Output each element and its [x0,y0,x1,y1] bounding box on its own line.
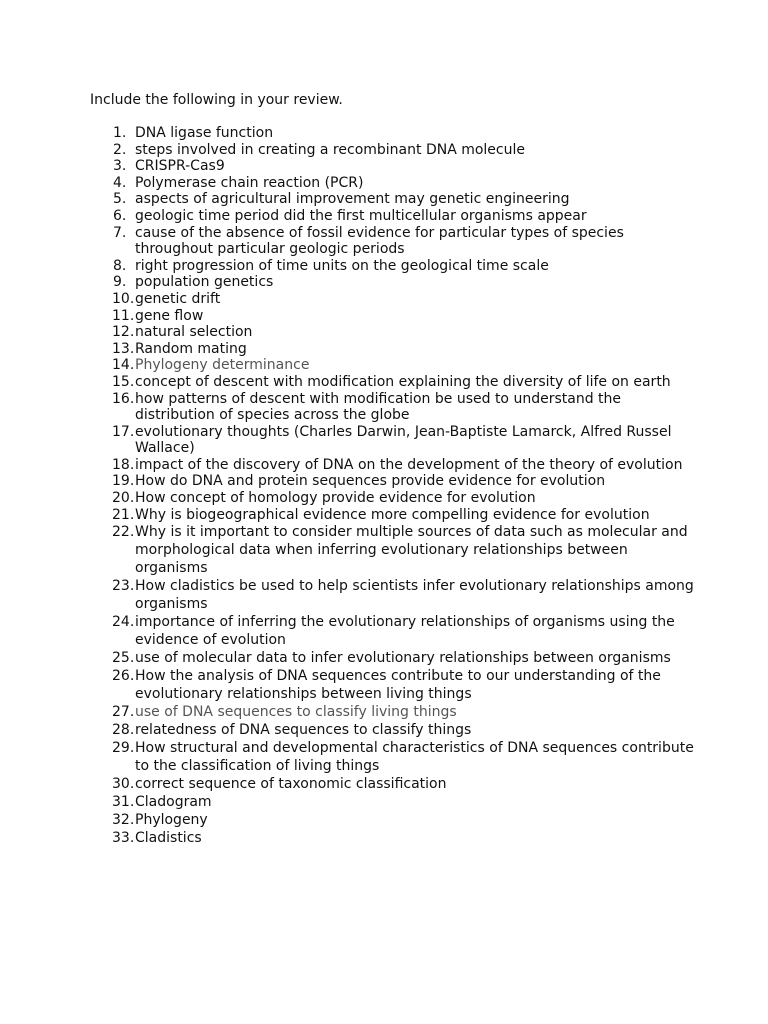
item-text: population genetics [135,274,274,291]
list-item [90,613,700,649]
item-text: genetic drift [135,290,221,307]
list-item [90,374,700,391]
item-number: 13. [112,340,135,357]
item-number: 27. [112,704,135,721]
review-intro: Include the following in your review. [90,92,343,108]
list-item [90,793,700,811]
list-item [90,341,700,358]
item-number: 30. [112,776,135,793]
list-item [90,357,700,374]
list-item [90,490,700,507]
item-text: use of molecular data to infer evolutionary relationships between organisms [135,650,671,667]
item-number: 18. [112,456,135,473]
item-text: Cladistics [135,830,202,847]
list-item [90,667,700,703]
item-text: Why is it important to consider multiple sources of data such as molecular and morphological data when inferring evolutionary relationships between organisms [135,524,688,577]
item-number: 32. [112,812,135,829]
list-item [90,125,700,142]
list-item [90,142,700,159]
item-number: 1. [113,125,127,141]
item-number: 5. [113,191,127,208]
list-item [90,703,700,721]
item-number: 26. [112,668,135,685]
item-number: 29. [112,740,135,757]
item-text: How the analysis of DNA sequences contribute to our understanding of the evolutionary relationships between living things [135,668,661,703]
list-item [90,274,700,291]
list-item [90,577,700,613]
item-number: 23. [112,578,135,595]
item-text: Phylogeny [135,812,208,829]
item-number: 28. [112,722,135,739]
item-text: How cladistics be used to help scientists infer evolutionary relationships among organisms [135,578,694,613]
item-number: 24. [112,614,135,631]
list-item [90,258,700,275]
item-number: 10. [112,290,135,307]
list-item [90,391,700,424]
list-item [90,775,700,793]
item-text: gene flow [135,307,204,324]
item-text: Why is biogeographical evidence more compelling evidence for evolution [135,506,650,523]
item-number: 16. [112,390,135,407]
item-text: CRISPR-Cas9 [135,158,225,175]
list-item [90,324,700,341]
list-item [90,721,700,739]
item-text: aspects of agricultural improvement may genetic engineering [135,191,570,208]
item-text: right progression of time units on the geological time scale [135,257,549,274]
item-number: 3. [113,158,127,175]
item-number: 19. [112,473,135,490]
item-number: 20. [112,490,135,507]
item-text: impact of the discovery of DNA on the development of the theory of evolution [135,456,683,473]
list-item [90,191,700,208]
item-number: 11. [112,307,135,324]
list-item [90,811,700,829]
item-number: 15. [112,373,135,390]
list-item [90,308,700,325]
item-text: how patterns of descent with modification be used to understand the distribution of species across the globe [135,390,622,424]
item-text: Phylogeny determinance [135,357,310,374]
item-text: evolutionary thoughts (Charles Darwin, Jean-Baptiste Lamarck, Alfred Russel Wallace) [135,423,672,457]
item-text: geologic time period did the first multicellular organisms appear [135,207,587,224]
item-text: steps involved in creating a recombinant DNA molecule [135,141,525,158]
item-text: DNA ligase function [135,125,274,141]
item-text: Random mating [135,340,247,357]
item-text: correct sequence of taxonomic classification [135,776,447,793]
item-text: natural selection [135,324,253,341]
list-item [90,424,700,457]
item-number: 7. [113,224,127,241]
item-number: 8. [113,257,127,274]
list-item [90,507,700,524]
item-number: 9. [113,274,127,291]
item-number: 4. [113,174,127,191]
item-number: 2. [113,141,127,158]
list-item [90,473,700,490]
list-item [90,457,700,474]
list-item [90,739,700,775]
review-list [90,125,700,847]
list-item [90,523,700,577]
list-item [90,208,700,225]
item-number: 31. [112,794,135,811]
list-item [90,649,700,667]
item-number: 12. [112,324,135,341]
list-item [90,291,700,308]
item-text: How concept of homology provide evidence for evolution [135,490,536,507]
item-text: Polymerase chain reaction (PCR) [135,174,364,191]
list-item [90,829,700,847]
list-item [90,225,700,258]
item-text: relatedness of DNA sequences to classify things [135,722,472,739]
item-number: 25. [112,650,135,667]
item-number: 22. [112,524,135,541]
item-text: cause of the absence of fossil evidence for particular types of species throughout particular geologic periods [135,224,624,258]
item-text: concept of descent with modification explaining the diversity of life on earth [135,373,671,390]
list-item [90,175,700,192]
item-number: 6. [113,207,127,224]
item-number: 14. [112,357,135,374]
item-text: use of DNA sequences to classify living things [135,704,457,721]
item-text: importance of inferring the evolutionary relationships of organisms using the evidence of evolution [135,614,675,649]
item-text: Cladogram [135,794,212,811]
item-number: 33. [112,830,135,847]
item-text: How structural and developmental characteristics of DNA sequences contribute to the classification of living things [135,740,694,775]
list-item [90,158,700,175]
item-number: 21. [112,506,135,523]
item-text: How do DNA and protein sequences provide evidence for evolution [135,473,606,490]
item-number: 17. [112,423,135,440]
